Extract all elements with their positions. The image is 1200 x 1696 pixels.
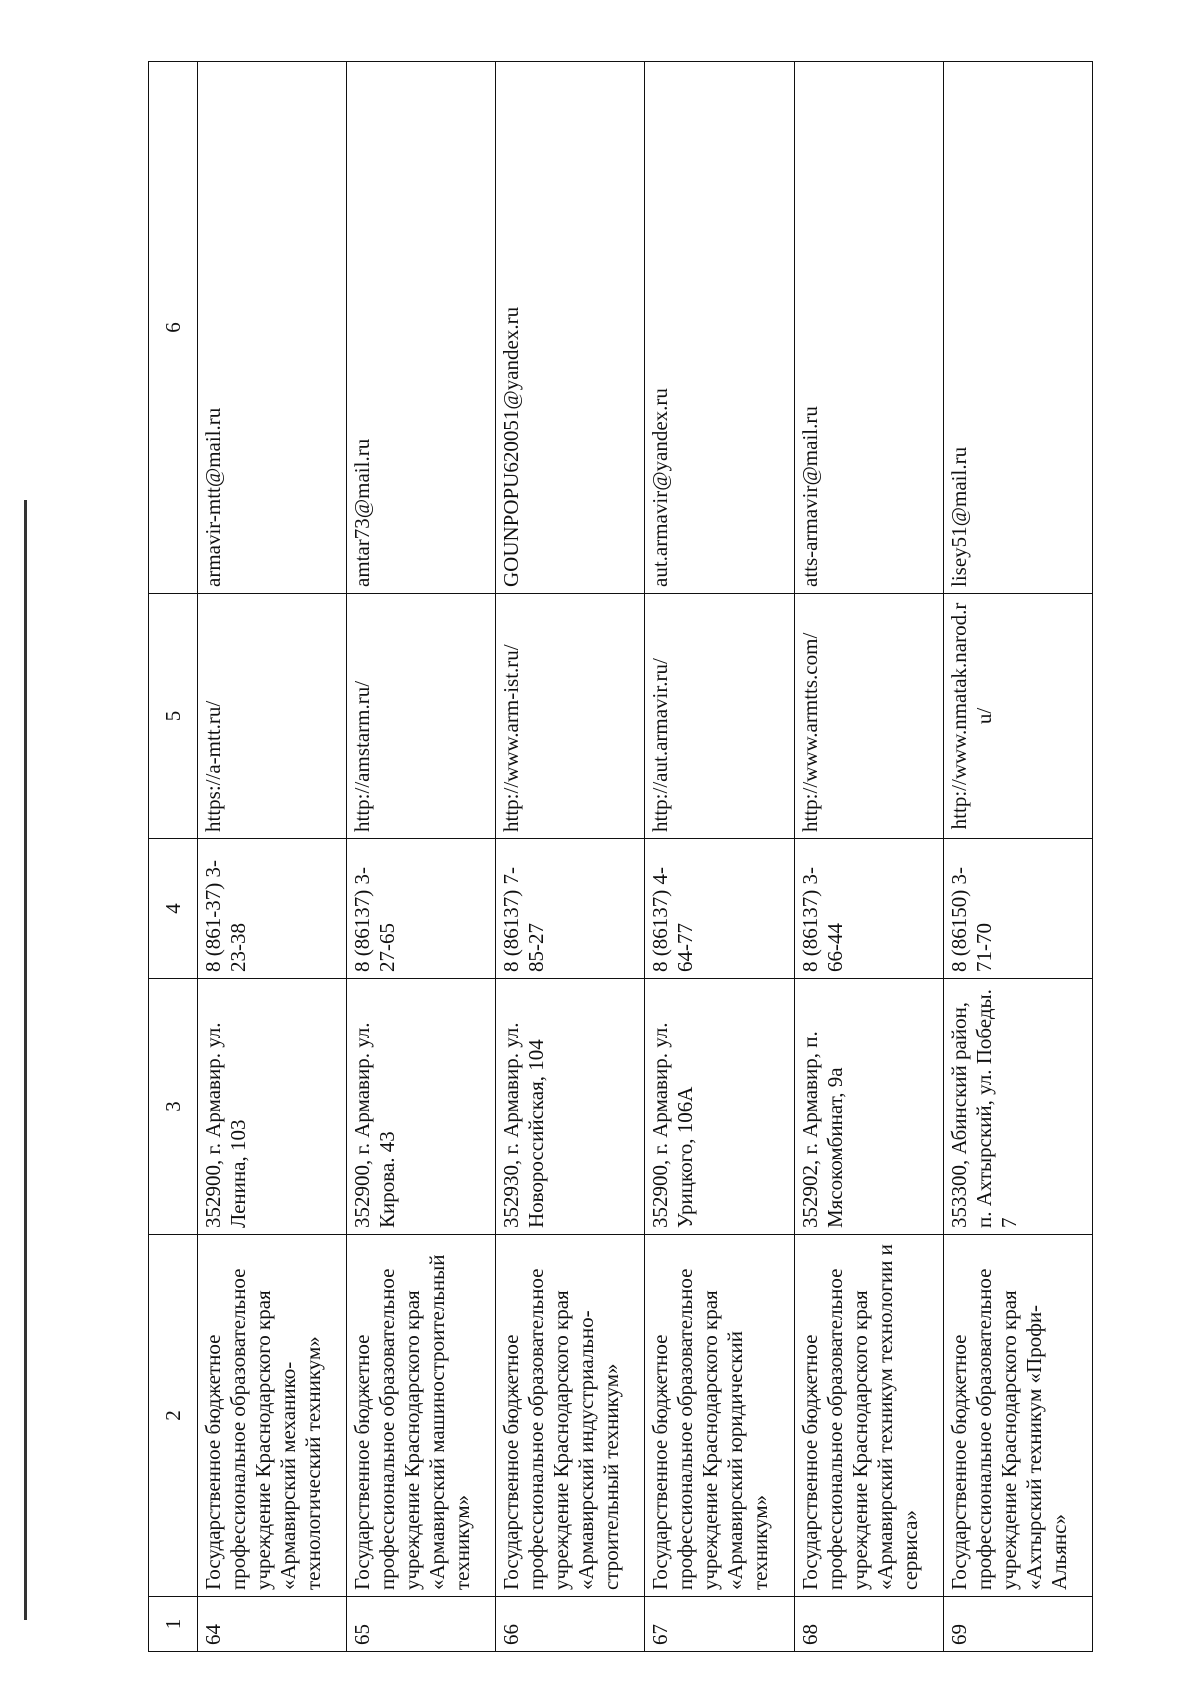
institution-website: http://www.armtts.com/ xyxy=(794,594,943,839)
institution-address: 352902, г. Армавир, п. Мясокомбинат, 9а xyxy=(794,979,943,1235)
institution-website: http://www.nmatak.narod.ru/ xyxy=(943,594,1092,839)
institution-email: GOUNPOPU620051@yandex.ru xyxy=(496,62,645,594)
institution-email: armavir-mtt@mail.ru xyxy=(198,62,347,594)
institution-name: Государственное бюджетное профессиональное образовательное учреждение Краснодарского края «Ахтырский техникум «Профи-Альянс» xyxy=(943,1235,1092,1597)
row-number: 66 xyxy=(496,1597,645,1652)
table-row xyxy=(496,62,645,1652)
table-row xyxy=(198,62,347,1652)
institution-name: Государственное бюджетное профессиональное образовательное учреждение Краснодарского края «Армавирский техникум технологии и сервиса» xyxy=(794,1235,943,1597)
header-col-5: 5 xyxy=(149,594,198,839)
institution-phone: 8 (86137) 7-85-27 xyxy=(496,839,645,979)
header-col-4: 4 xyxy=(149,839,198,979)
institution-address: 352900, г. Армавир. ул. Урицкого, 106А xyxy=(645,979,794,1235)
institution-email: amtar73@mail.ru xyxy=(347,62,496,594)
row-number: 68 xyxy=(794,1597,943,1652)
institution-email: aut.armavir@yandex.ru xyxy=(645,62,794,594)
institution-website: http://amstarm.ru/ xyxy=(347,594,496,839)
row-number: 69 xyxy=(943,1597,1092,1652)
header-col-3: 3 xyxy=(149,979,198,1235)
institution-name: Государственное бюджетное профессиональное образовательное учреждение Краснодарского края «Армавирский машиностроительный техникум» xyxy=(347,1235,496,1597)
institution-email: atts-armavir@mail.ru xyxy=(794,62,943,594)
institution-phone: 8 (86137) 3-27-65 xyxy=(347,839,496,979)
institution-website: http://www.arm-ist.ru/ xyxy=(496,594,645,839)
institution-address: 352900, г. Армавир. ул. Ленина, 103 xyxy=(198,979,347,1235)
institution-phone: 8 (86137) 4-64-77 xyxy=(645,839,794,979)
institution-email: lisey51@mail.ru xyxy=(943,62,1092,594)
table-row xyxy=(943,62,1092,1652)
institution-website: https://a-mtt.ru/ xyxy=(198,594,347,839)
row-number: 67 xyxy=(645,1597,794,1652)
institution-phone: 8 (86137) 3-66-44 xyxy=(794,839,943,979)
table-row xyxy=(794,62,943,1652)
rotated-page xyxy=(148,62,1093,1652)
row-number: 64 xyxy=(198,1597,347,1652)
institution-name: Государственное бюджетное профессиональное образовательное учреждение Краснодарского края «Армавирский механико-технологический техникум» xyxy=(198,1235,347,1597)
institutions-table xyxy=(148,61,1093,1652)
table-row xyxy=(347,62,496,1652)
header-col-2: 2 xyxy=(149,1235,198,1597)
table-header-row xyxy=(149,62,198,1652)
institution-phone: 8 (86150) 3-71-70 xyxy=(943,839,1092,979)
institution-address: 352900, г. Армавир. ул. Кирова. 43 xyxy=(347,979,496,1235)
institution-address: 353300, Абинский район, п. Ахтырский, ул. Победы. 7 xyxy=(943,979,1092,1235)
institution-phone: 8 (861-37) 3-23-38 xyxy=(198,839,347,979)
institution-name: Государственное бюджетное профессиональное образовательное учреждение Краснодарского края «Армавирский индустриально-строительный техникум» xyxy=(496,1235,645,1597)
header-col-6: 6 xyxy=(149,62,198,594)
header-col-1: 1 xyxy=(149,1597,198,1652)
institution-address: 352930, г. Армавир. ул. Новороссийская, 104 xyxy=(496,979,645,1235)
row-number: 65 xyxy=(347,1597,496,1652)
institution-website: http://aut.armavir.ru/ xyxy=(645,594,794,839)
table-row xyxy=(645,62,794,1652)
institution-name: Государственное бюджетное профессиональное образовательное учреждение Краснодарского края «Армавирский юридический техникум» xyxy=(645,1235,794,1597)
scan-edge-line xyxy=(24,500,27,1620)
